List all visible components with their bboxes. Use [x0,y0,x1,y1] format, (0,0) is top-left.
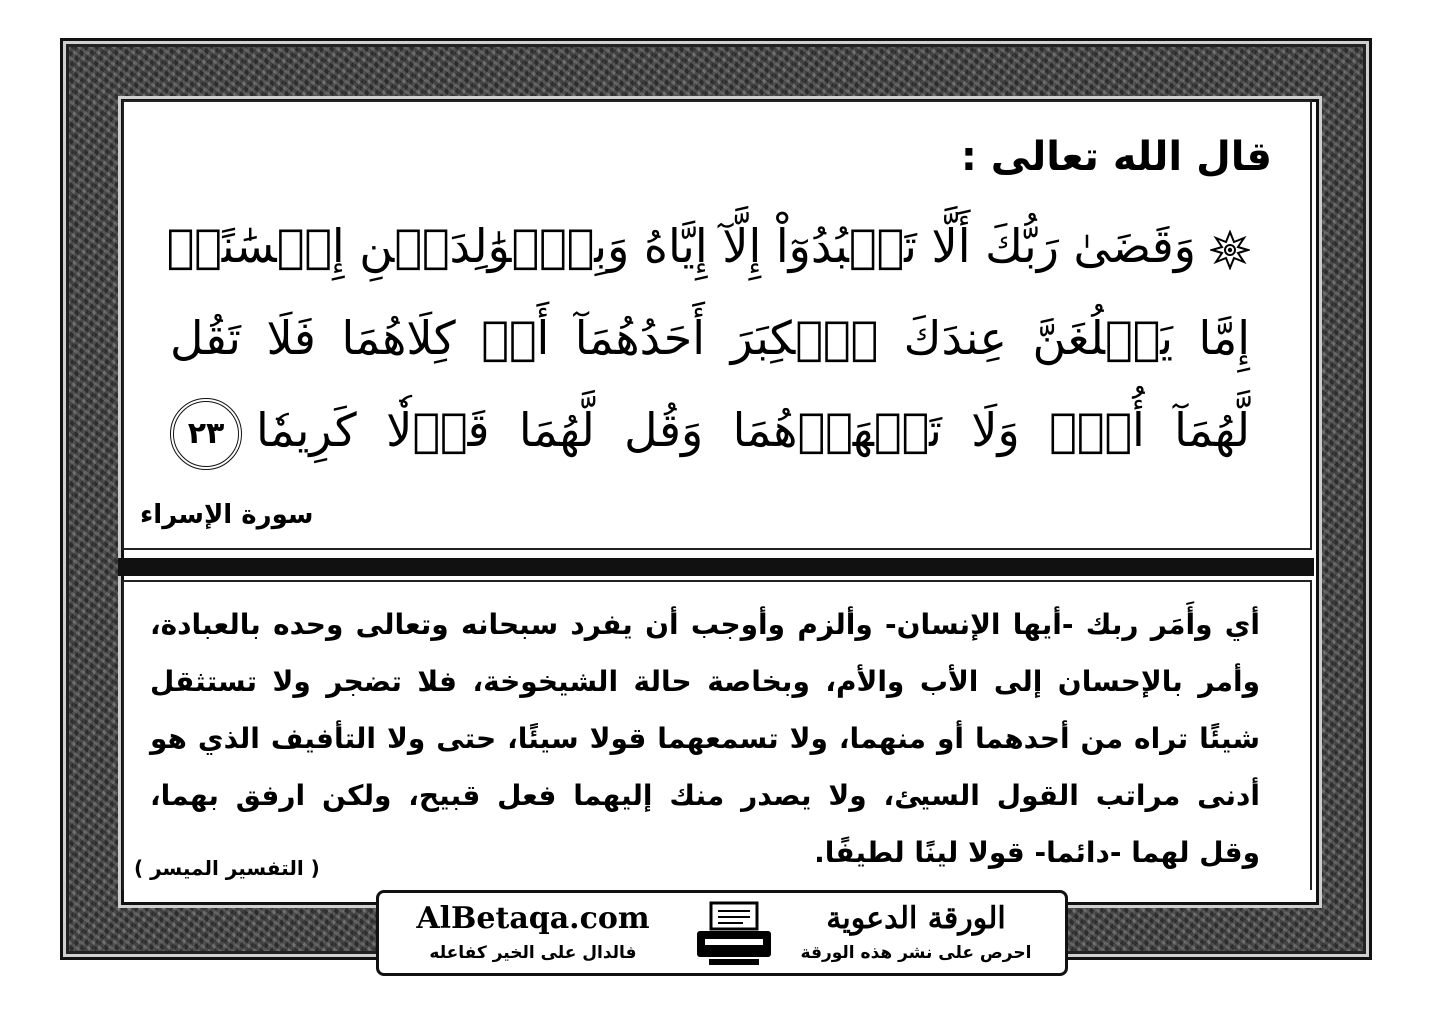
tafsir-line-4: أدنى مراتب القول السيئ، ولا يصدر منك إليهما فعل قبيح، ولكن ارفق بهما، [150,779,1260,812]
tafsir-line-3: شيئًا تراه من أحدهما أو منهما، ولا تسمعهما قولا سيئًا، حتى ولا التأفيف الذي هو [150,722,1260,755]
verse-line-3-text: لَّهُمَآ أُفّٖ وَلَا تَنۡهَرۡهُمَا وَقُل لَّهُمَا قَوۡلٗا كَرِيمٗا [256,403,1250,457]
verse-line-2: إِمَّا يَبۡلُغَنَّ عِندَكَ ٱلۡكِبَرَ أَحَدُهُمَآ أَوۡ كِلَاهُمَا فَلَا تَقُل [170,311,1250,365]
rosette-icon [1210,230,1250,270]
footer-brand-block [781,899,1051,967]
verse-line-1 [166,200,1250,292]
section-divider [118,558,1314,576]
printer-icon [695,901,773,967]
brand-title: الورقة الدعوية [826,901,1006,936]
footer-badge[interactable] [376,890,1068,976]
site-tagline: فالدال على الخير كفاعله [429,943,637,963]
tafsir-source: ( التفسير الميسر ) [134,856,320,880]
verse-line-1-text: وَقَضَىٰ رَبُّكَ أَلَّا تَعۡبُدُوٓاْ إِلَّآ إِيَّاهُ وَبِٱلۡوَٰلِدَيۡنِ إِحۡسَٰنًاۚ [166,219,1196,273]
footer-site-block[interactable] [393,899,673,967]
brand-tagline: احرص على نشر هذه الورقة [800,943,1032,963]
tafsir-line-5: وقل لهما -دائما- قولا لينًا لطيفًا. [814,836,1260,869]
ayah-number-badge: ٢٣ [170,398,242,470]
site-link[interactable]: AlBetaqa.com [416,901,650,936]
tafsir-text [150,596,1260,881]
heading: قال الله تعالى : [960,134,1272,180]
verse-text [166,200,1250,476]
tafsir-line-2: وأمر بالإحسان إلى الأب والأم، وبخاصة حالة الشيخوخة، فلا تضجر ولا تستثقل [150,665,1260,698]
verse-line-3 [170,384,1250,476]
surah-name: سورة الإسراء [140,500,314,530]
tafsir-line-1: أي وأَمَر ربك -أيها الإنسان- وألزم وأوجب أن يفرد سبحانه وتعالى وحده بالعبادة، [150,608,1260,641]
